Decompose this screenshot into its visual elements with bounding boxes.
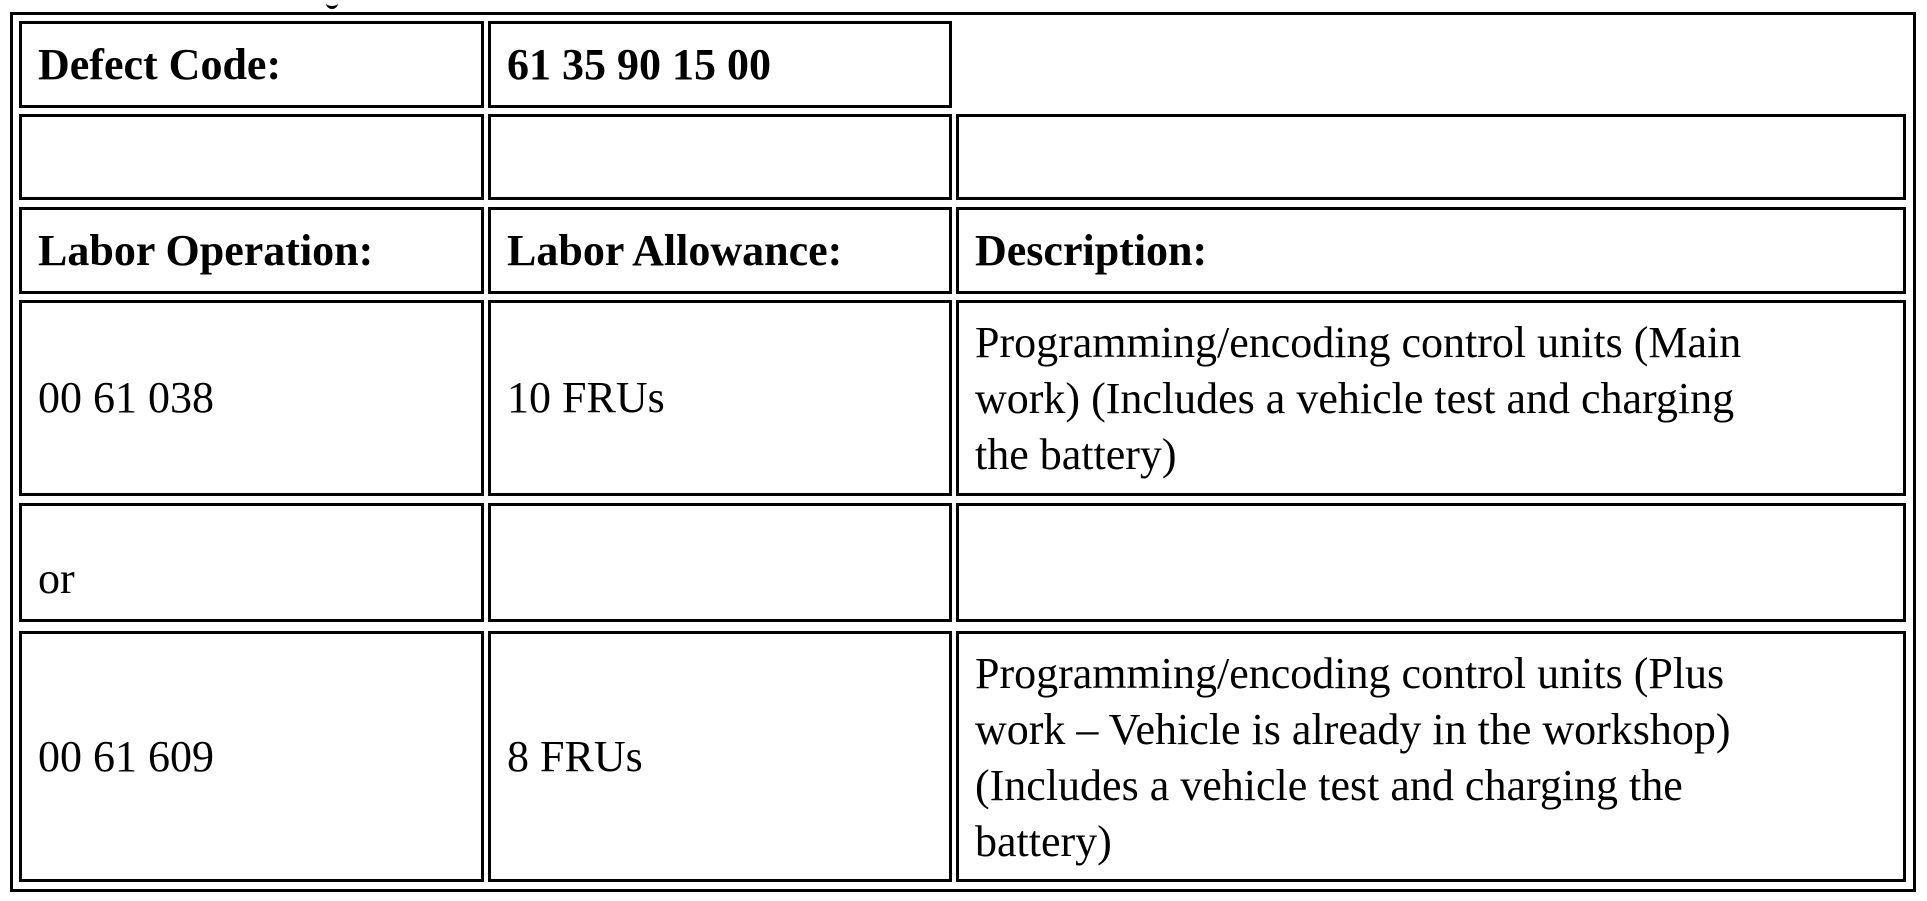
empty-cell xyxy=(956,114,1906,200)
description-line: battery) xyxy=(975,816,1112,866)
empty-cell xyxy=(956,503,1906,622)
labor-operation-cell: 00 61 609 xyxy=(19,631,484,882)
cropped-text-fragment xyxy=(326,0,338,9)
description-cell xyxy=(956,631,1906,882)
description-line: the battery) xyxy=(975,430,1177,479)
description-line: (Includes a vehicle test and charging the xyxy=(975,760,1683,810)
labor-allowance-cell: 8 FRUs xyxy=(488,631,952,882)
description-cell xyxy=(956,300,1906,496)
header-labor-operation: Labor Operation: xyxy=(19,207,484,294)
description-line: work) (Includes a vehicle test and charging xyxy=(975,374,1735,423)
empty-cell xyxy=(488,503,952,622)
header-description: Description: xyxy=(956,207,1906,294)
description-line: Programming/encoding control units (Main xyxy=(975,318,1742,367)
description-line: Programming/encoding control units (Plus xyxy=(975,648,1725,698)
labor-operation-cell: 00 61 038 xyxy=(19,300,484,496)
defect-code-value: 61 35 90 15 00 xyxy=(488,21,952,108)
empty-cell xyxy=(19,114,484,200)
empty-cell xyxy=(488,114,952,200)
labor-allowance-cell: 10 FRUs xyxy=(488,300,952,496)
description-line: work – Vehicle is already in the workshop) xyxy=(975,704,1731,754)
or-separator-cell: or xyxy=(19,503,484,622)
defect-code-label: Defect Code: xyxy=(19,21,484,108)
header-labor-allowance: Labor Allowance: xyxy=(488,207,952,294)
